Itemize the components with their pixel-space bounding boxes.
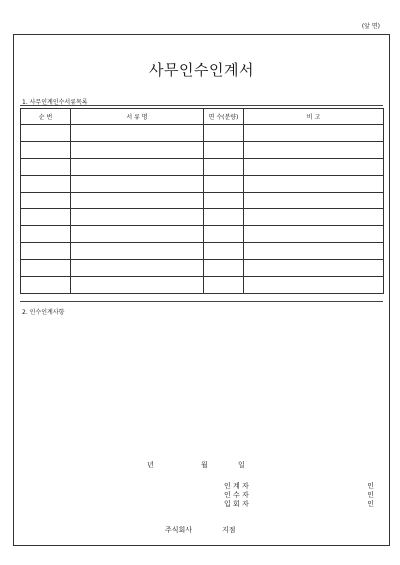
date-year: 년	[147, 461, 154, 469]
table-cell	[71, 243, 204, 260]
table-cell	[244, 277, 384, 294]
table-cell	[204, 209, 244, 226]
table-cell	[204, 125, 244, 142]
divider-middle	[20, 301, 383, 302]
table-cell	[21, 192, 71, 209]
table-cell	[244, 125, 384, 142]
table-cell	[71, 125, 204, 142]
table-cell	[244, 243, 384, 260]
table-cell	[204, 141, 244, 158]
table-cell	[71, 226, 204, 243]
document-frame	[13, 34, 390, 546]
table-cell	[71, 175, 204, 192]
table-row	[21, 209, 384, 226]
table-cell	[244, 158, 384, 175]
signature-role: 인 계 자	[224, 482, 249, 490]
table-cell	[21, 158, 71, 175]
table-cell	[204, 175, 244, 192]
section1-label: 1. 사무인계인수서류목록	[22, 99, 88, 106]
table-cell	[244, 192, 384, 209]
signature-role: 인 수 자	[224, 491, 249, 499]
table-cell	[204, 260, 244, 277]
table-row	[21, 243, 384, 260]
signature-role: 입 회 자	[224, 500, 249, 508]
table-row	[21, 175, 384, 192]
section2-label: 2. 인수인계사항	[22, 309, 65, 316]
date-day: 일	[238, 461, 245, 469]
header-seq: 순 번	[21, 109, 71, 125]
header-remarks: 비 고	[244, 109, 384, 125]
table-cell	[21, 209, 71, 226]
table-cell	[71, 141, 204, 158]
table-cell	[204, 158, 244, 175]
documents-table	[20, 108, 384, 294]
table-row	[21, 260, 384, 277]
table-row	[21, 141, 384, 158]
table-cell	[204, 192, 244, 209]
table-cell	[21, 141, 71, 158]
table-row	[21, 192, 384, 209]
signature-witness	[224, 499, 374, 509]
table-cell	[71, 158, 204, 175]
table-cell	[204, 226, 244, 243]
table-cell	[21, 175, 71, 192]
table-row	[21, 226, 384, 243]
table-row	[21, 158, 384, 175]
document-title: 사무인수인계서	[149, 61, 254, 79]
table-cell	[71, 260, 204, 277]
table-cell	[204, 243, 244, 260]
table-cell	[21, 260, 71, 277]
table-cell	[21, 243, 71, 260]
company-label: 주식회사	[165, 526, 193, 534]
header-pages: 면 수(분량)	[204, 109, 244, 125]
seal-mark: 인	[367, 482, 374, 490]
table-row	[21, 125, 384, 142]
form-label: (앞 면)	[361, 23, 380, 30]
table-row	[21, 277, 384, 294]
table-cell	[204, 277, 244, 294]
seal-mark: 인	[367, 500, 374, 508]
table-cell	[244, 175, 384, 192]
seal-mark: 인	[367, 491, 374, 499]
table-cell	[244, 260, 384, 277]
table-cell	[21, 125, 71, 142]
table-cell	[71, 277, 204, 294]
table-header-row	[21, 109, 384, 125]
header-doc-name: 서 류 명	[71, 109, 204, 125]
branch-label: 지점	[222, 526, 236, 534]
table-cell	[71, 192, 204, 209]
table-cell	[71, 209, 204, 226]
date-month: 월	[201, 461, 208, 469]
table-cell	[244, 226, 384, 243]
table-cell	[244, 141, 384, 158]
table-cell	[21, 277, 71, 294]
table-cell	[244, 209, 384, 226]
table-cell	[21, 226, 71, 243]
